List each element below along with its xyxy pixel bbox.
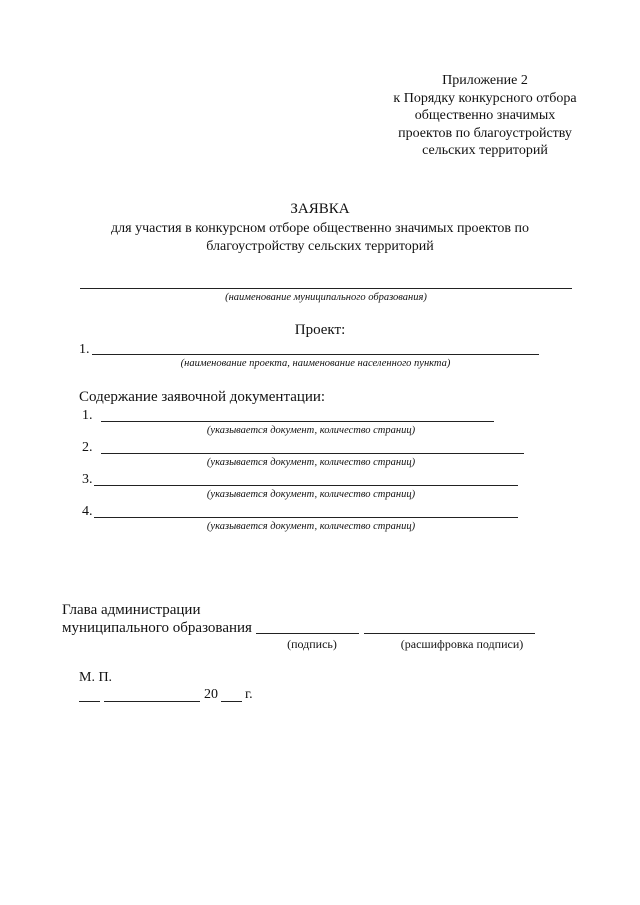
documentation-item-field[interactable] [101, 453, 524, 454]
documentation-item-field[interactable] [94, 485, 518, 486]
documentation-label: Содержание заявочной документации: [79, 389, 326, 405]
project-caption: (наименование проекта, наименование населенного пункта) [180, 358, 451, 369]
municipality-caption: (наименование муниципального образования) [225, 292, 427, 303]
documentation-item-caption: (указывается документ, количество страниц) [206, 489, 416, 500]
document-title: ЗАЯВКА [290, 201, 350, 217]
documentation-item-number: 2. [82, 440, 93, 455]
documentation-item-caption: (указывается документ, количество страниц) [206, 425, 416, 436]
documentation-item-field[interactable] [101, 421, 494, 422]
annex-line: проектов по благоустройству [398, 125, 572, 141]
head-title-line-2: муниципального образования [62, 620, 252, 636]
documentation-item-caption: (указывается документ, количество страниц) [206, 457, 416, 468]
project-label: Проект: [294, 322, 346, 338]
annex-line: к Порядку конкурсного отбора [393, 90, 577, 106]
annex-line: общественно значимых [414, 108, 556, 124]
documentation-item-number: 1. [82, 408, 93, 423]
signature-decoding-caption: (расшифровка подписи) [400, 637, 524, 651]
date-month-field[interactable] [104, 701, 200, 702]
municipality-name-field[interactable] [80, 288, 572, 289]
annex-line: сельских территорий [422, 143, 548, 159]
document-subtitle-line-2: благоустройству сельских территорий [206, 239, 434, 254]
annex-line: Приложение 2 [442, 73, 528, 88]
annex-header [360, 72, 610, 160]
signature-field[interactable] [256, 633, 359, 634]
document-subtitle-line-1: для участия в конкурсном отборе общественно значимых проектов по [111, 221, 529, 236]
documentation-item-caption: (указывается документ, количество страниц) [206, 521, 416, 532]
signature-caption: (подпись) [287, 637, 337, 651]
date-year-suffix: г. [245, 687, 253, 702]
documentation-item-field[interactable] [94, 517, 518, 518]
project-number: 1. [79, 342, 90, 357]
signature-decoding-field[interactable] [364, 633, 535, 634]
date-day-field[interactable] [79, 701, 100, 702]
documentation-item-number: 3. [82, 472, 93, 487]
date-year-field[interactable] [221, 701, 242, 702]
documentation-item-number: 4. [82, 504, 93, 519]
project-name-field[interactable] [92, 354, 539, 355]
date-year-prefix: 20 [204, 687, 218, 702]
stamp-label: М. П. [79, 670, 113, 685]
head-title-line-1: Глава администрации [62, 602, 201, 618]
